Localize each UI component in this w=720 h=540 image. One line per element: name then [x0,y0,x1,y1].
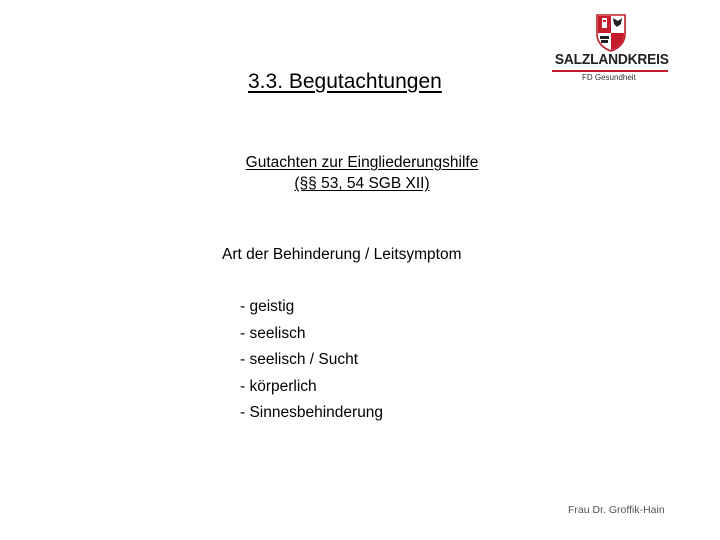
list-item: - seelisch [240,324,306,342]
behinderung-list [240,294,383,427]
gutachten-line-1: Gutachten zur Eingliederungshilfe [245,154,479,171]
art-heading: Art der Behinderung / Leitsymptom [222,246,462,263]
coat-of-arms-icon [596,14,626,52]
logo-divider [552,70,668,72]
list-item: - geistig [240,298,295,315]
salzlandkreis-logo [552,14,668,84]
list-item: - Sinnesbehinderung [240,404,384,421]
slide-title: 3.3. Begutachtungen [248,70,442,93]
gutachten-line-2: (§§ 53, 54 SGB XII) [294,175,430,192]
logo-wordmark: SALZLANDKREIS [554,52,669,68]
gutachten-heading [226,152,498,194]
list-item: - körperlich [240,377,317,395]
logo-subline: FD Gesundheit [582,73,636,82]
footer-author: Frau Dr. Groffik-Hain [568,504,665,516]
list-item: - seelisch / Sucht [240,351,359,368]
